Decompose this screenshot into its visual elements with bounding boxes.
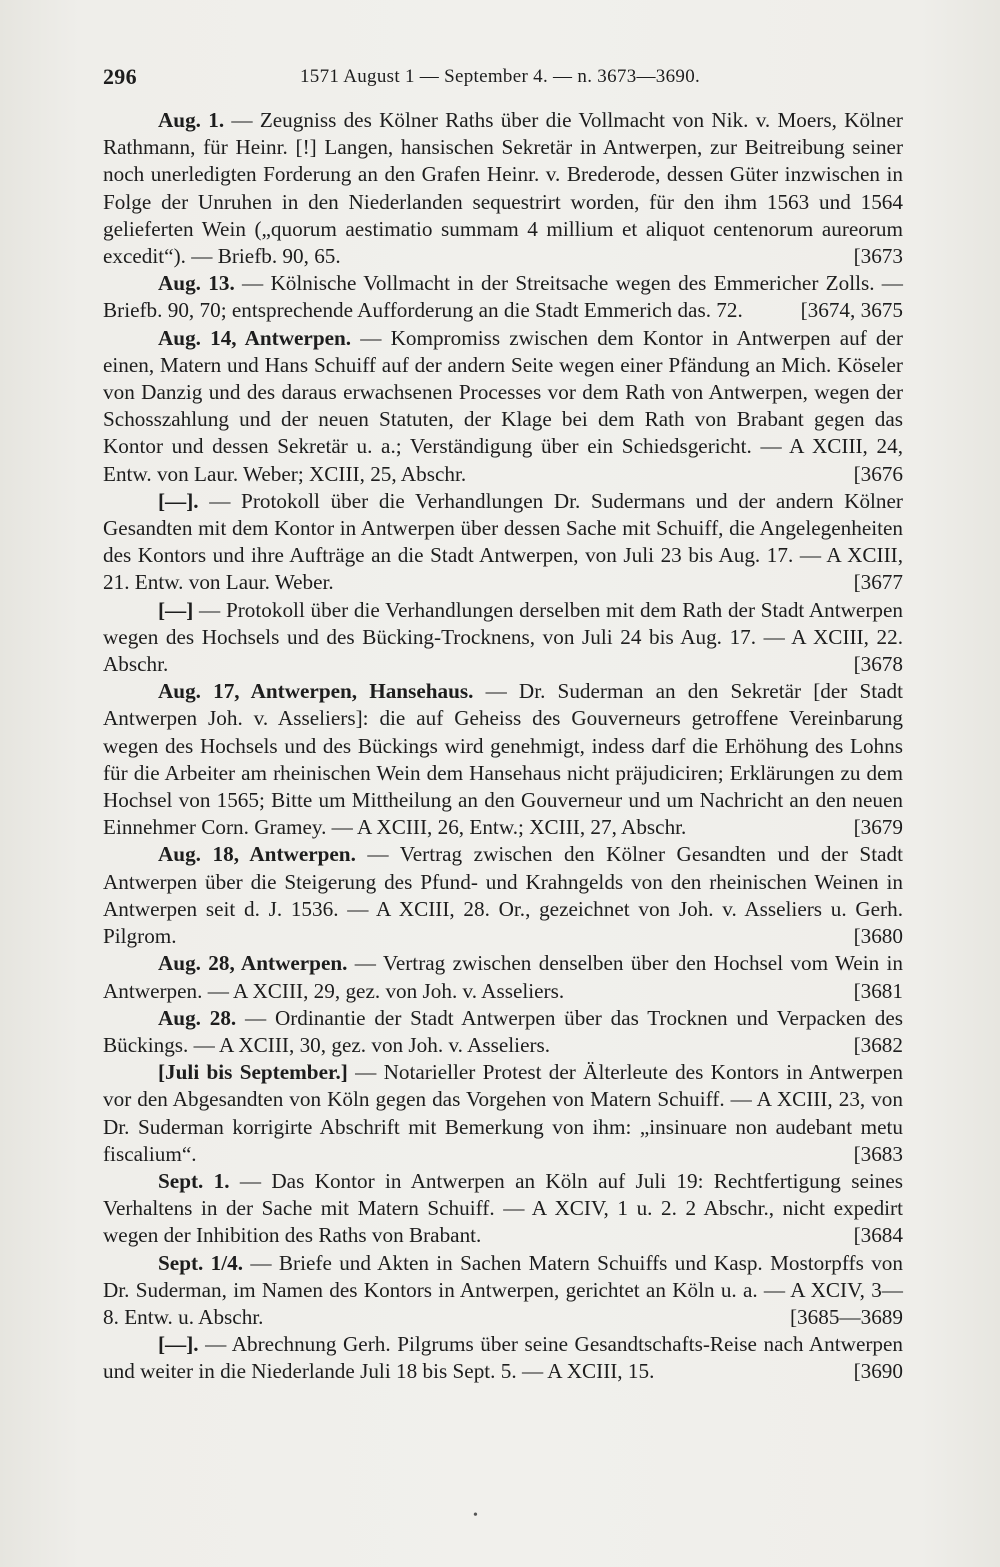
entry-text: — Briefe und Akten in Sachen Matern Schuiffs und Kasp. Mostorpffs von Dr. Suderman, im Namen des Kontors in Antwerpen, gerichtet an Köln u. a. — A XCIV, 3—8. Entw. u. Abschr. bbox=[103, 1250, 903, 1329]
entry-number: [3678 bbox=[853, 652, 903, 677]
regest-entry bbox=[103, 1168, 903, 1250]
regest-entry bbox=[103, 1005, 903, 1059]
entry-text: — Kompromiss zwischen dem Kontor in Antwerpen auf der einen, Matern und Hans Schuiff auf der andern Seite wegen einer Pfändung an Mich. Köseler von Danzig und des daraus erwachsenen Processes vor dem Rath von Antwerpen, wegen der Schosszahlung und der neuen Statuten, der Klage bei dem Rath von Brabant gegen das Kontor und dessen Sekretär u. a.; Verständigung über ein Schiedsgericht. — A XCIII, 24, Entw. von Laur. Weber; XCIII, 25, Abschr. bbox=[103, 325, 903, 486]
regest-entry bbox=[103, 950, 903, 1004]
entry-date: [—]. bbox=[158, 1332, 199, 1357]
entry-text: — Vertrag zwischen den Kölner Gesandten und der Stadt Antwerpen über die Steigerung des Pfund- und Krahngelds von den rheinischen Weinen in Antwerpen seit d. J. 1536. — A XCIII, 28. Or., gezeichnet von Joh. v. Asseliers u. Gerh. Pilgrom. bbox=[103, 842, 903, 949]
entry-number: [3676 bbox=[853, 461, 903, 486]
regest-entry bbox=[103, 1331, 903, 1385]
entry-number: [3682 bbox=[853, 1032, 903, 1057]
entry-date: Aug. 18, Antwerpen. bbox=[158, 842, 356, 867]
regest-entry bbox=[103, 1059, 903, 1168]
entry-text: — Notarieller Protest der Älterleute des Kontors in Antwerpen vor den Abgesandten von Köln gegen das Vorgehen von Matern Schuiff. — A XCIII, 23, von Dr. Suderman korrigirte Abschrift mit Bemerkung von ihm: „insinuare non audebant metu fiscalium“. bbox=[103, 1060, 903, 1166]
regest-entry bbox=[103, 597, 903, 679]
entry-number: [3685—3689 bbox=[790, 1304, 903, 1329]
entry-number: [3690 bbox=[853, 1359, 903, 1384]
entry-date: Aug. 14, Antwerpen. bbox=[158, 325, 352, 350]
running-header-title: 1571 August 1 — September 4. — n. 3673—3690. bbox=[300, 66, 701, 87]
entry-date: Aug. 13. bbox=[158, 271, 235, 296]
entry-date: Aug. 28. bbox=[158, 1005, 237, 1030]
entry-date: Sept. 1/4. bbox=[158, 1250, 244, 1275]
regest-entry bbox=[103, 678, 903, 841]
entry-text: — Kölnische Vollmacht in der Streitsache wegen des Emmericher Zolls. — Briefb. 90, 70; entsprechende Aufforderung an die Stadt Emmerich das. 72. bbox=[103, 271, 903, 323]
entry-date: [Juli bis September.] bbox=[158, 1060, 348, 1085]
entry-number: [3684 bbox=[853, 1223, 903, 1248]
entry-date: Sept. 1. bbox=[158, 1168, 230, 1193]
entry-date: [—] bbox=[158, 597, 194, 622]
entry-number: [3673 bbox=[853, 244, 903, 269]
entry-number: [3679 bbox=[853, 815, 903, 840]
entry-number: [3674, 3675 bbox=[800, 298, 903, 323]
running-header bbox=[103, 64, 900, 92]
regest-entry bbox=[103, 488, 903, 597]
entry-date: Aug. 28, Antwerpen. bbox=[158, 951, 348, 976]
entry-text: — Zeugniss des Kölner Raths über die Vollmacht von Nik. v. Moers, Kölner Rathmann, für Heinr. [!] Langen, hansischen Sekretär in Antwerpen, zur Beitreibung seiner noch unerledigten Forderung an den Grafen Heinr. v. Brederode, dessen Güter inzwischen in Folge der Unruhen in den Niederlanden sequestrirt worden, für den ihm 1563 und 1564 gelieferten Wein („quorum aestimatio summam 4 millium et aliquot centenorum aureorum excedit“). — Briefb. 90, 65. bbox=[103, 108, 903, 269]
entry-text: — Abrechnung Gerh. Pilgrums über seine Gesandtschafts-Reise nach Antwerpen und weiter in die Niederlande Juli 18 bis Sept. 5. — A XCIII, 15. bbox=[103, 1332, 903, 1384]
entry-text: — Vertrag zwischen denselben über den Hochsel vom Wein in Antwerpen. — A XCIII, 29, gez. von Joh. v. Asseliers. bbox=[103, 951, 903, 1003]
regest-list bbox=[103, 107, 903, 1386]
entry-text: — Dr. Suderman an den Sekretär [der Stadt Antwerpen Joh. v. Asseliers]: die auf Geheiss des Gouverneurs getroffene Vereinbarung wegen des Hochsels und des Bückings wird genehmigt, indess darf die Erhöhung des Lohns für die Arbeiter am rheinischen Wein dem Hansehaus nicht präjudiciren; Erklärungen zu dem Hochsel von 1565; Bitte um Mittheilung an den Gouverneur und um Nachricht an den neuen Einnehmer Corn. Gramey. — A XCIII, 26, Entw.; XCIII, 27, Abschr. bbox=[103, 679, 903, 840]
entry-number: [3681 bbox=[853, 978, 903, 1003]
entry-date: Aug. 1. bbox=[158, 108, 225, 132]
entry-text: — Protokoll über die Verhandlungen Dr. Sudermans und der andern Kölner Gesandten mit dem Kontor in Antwerpen über dessen Sache mit Schuiff, die Angelegenheiten des Kontors und ihre Aufträge an die Stadt Antwerpen, von Juli 23 bis Aug. 17. — A XCIII, 21. Entw. von Laur. Weber. bbox=[103, 488, 903, 595]
regest-entry bbox=[103, 841, 903, 950]
entry-text: — Protokoll über die Verhandlungen derselben mit dem Rath der Stadt Antwerpen wegen des Hochsels und des Bücking-Trocknens, von Juli 24 bis Aug. 17. — A XCIII, 22. Abschr. bbox=[103, 597, 903, 677]
entry-number: [3680 bbox=[853, 924, 903, 949]
regest-entry bbox=[103, 270, 903, 324]
entry-date: Aug. 17, Antwerpen, Hansehaus. bbox=[158, 679, 474, 704]
entry-number: [3677 bbox=[853, 570, 903, 595]
entry-text: — Das Kontor in Antwerpen an Köln auf Juli 19: Rechtfertigung seines Verhaltens in der Sache mit Matern Schuiff. — A XCIV, 1 u. 2. 2 Abschr., nicht expedirt wegen der Inhibition des Raths von Brabant. bbox=[103, 1168, 903, 1248]
entry-number: [3683 bbox=[853, 1141, 903, 1166]
regest-entry bbox=[103, 1250, 903, 1332]
regest-entry bbox=[103, 325, 903, 488]
footer-dot-mark: • bbox=[473, 1508, 478, 1523]
regest-entry bbox=[103, 107, 903, 270]
entry-date: [—]. bbox=[158, 488, 199, 513]
entry-text: — Ordinantie der Stadt Antwerpen über das Trocknen und Verpacken des Bückings. — A XCIII, 30, gez. von Joh. v. Asseliers. bbox=[103, 1005, 903, 1057]
page-number: 296 bbox=[103, 64, 137, 89]
